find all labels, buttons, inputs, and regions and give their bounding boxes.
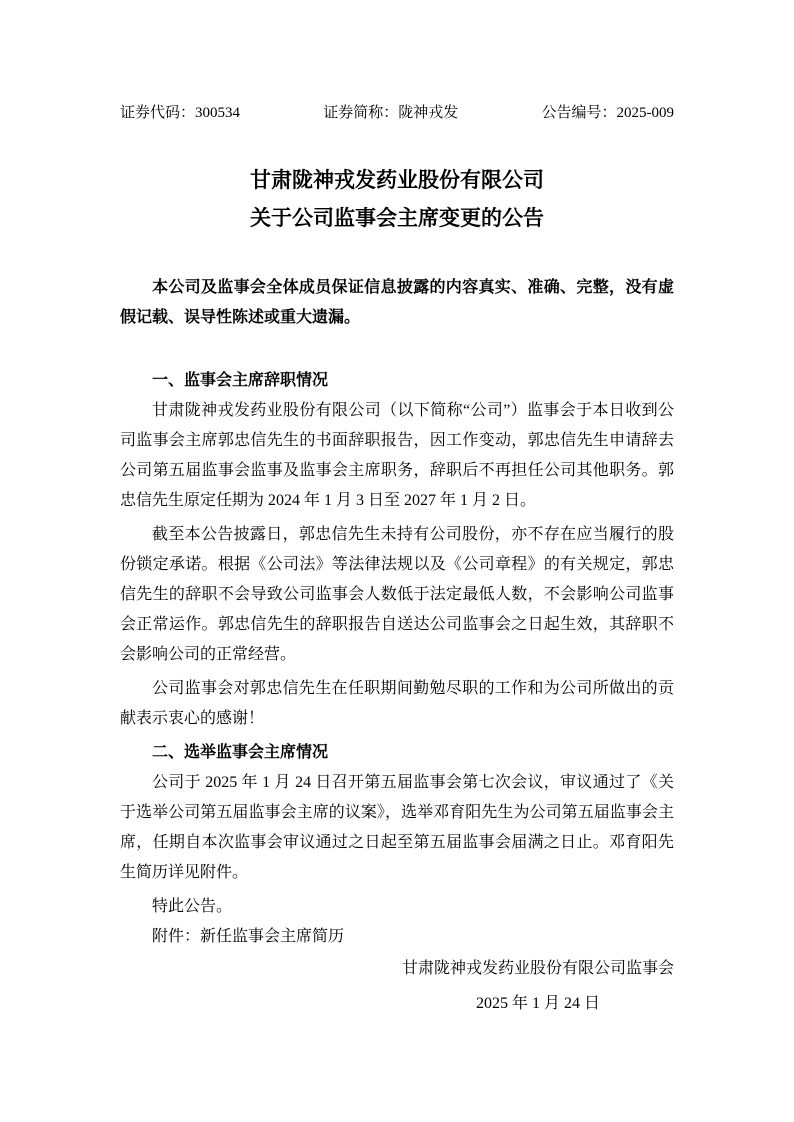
- stock-short-name-label: 证券简称：陇神戎发: [323, 105, 459, 121]
- announcement-number-label: 公告编号：2025-009: [541, 105, 674, 121]
- section-1-heading: 一、监事会主席辞职情况: [152, 372, 329, 389]
- section-2-paragraph-1: 公司于 2025 年 1 月 24 日召开第五届监事会第七次会议，审议通过了《关于选举公司第五届监事会主席的议案》，选举邓育阳先生为公司第五届监事会主席，任期自本次监事会审议通过之日起至第五届监事会届满之日止。邓育阳先生简历详见附件。: [120, 774, 674, 881]
- attachment-line: 附件：新任监事会主席简历: [152, 928, 345, 945]
- document-title: [120, 161, 674, 237]
- stock-code-label: 证券代码：300534: [120, 105, 241, 121]
- signature-block: [120, 954, 674, 1019]
- document-header-row: [120, 103, 674, 123]
- section-2-heading: 二、选举监事会主席情况: [152, 744, 329, 761]
- section-1-paragraph-2: 截至本公告披露日，郭忠信先生未持有公司股份，亦不存在应当履行的股份锁定承诺。根据《公司法》等法律法规以及《公司章程》的有关规定，郭忠信先生的辞职不会导致公司监事会人数低于法定最低人数，不会影响公司监事会正常运作。郭忠信先生的辞职报告自送达公司监事会之日起生效，其辞职不会影响公司的正常经营。: [120, 526, 674, 663]
- signature-inner: [402, 954, 674, 1019]
- announcement-subject-title: 关于公司监事会主席变更的公告: [250, 206, 544, 230]
- closing-line: 特此公告。: [152, 898, 233, 915]
- section-1-paragraph-1: 甘肃陇神戎发药业股份有限公司（以下简称“公司”）监事会于本日收到公司监事会主席郭忠信先生的书面辞职报告，因工作变动，郭忠信先生申请辞去公司第五届监事会监事及监事会主席职务，辞职后不再担任公司其他职务。郭忠信先生原定任期为 2024 年 1 月 3 日至 2027 年 1 月 2 日。: [120, 402, 674, 509]
- signature-date: 2025 年 1 月 24 日: [475, 995, 600, 1012]
- company-name-title: 甘肃陇神戎发药业股份有限公司: [250, 168, 544, 192]
- disclaimer-paragraph: 本公司及监事会全体成员保证信息披露的内容真实、准确、完整，没有虚假记载、误导性陈述或重大遗漏。: [120, 279, 674, 326]
- section-1-paragraph-3: 公司监事会对郭忠信先生在任职期间勤勉尽职的工作和为公司所做出的贡献表示衷心的感谢！: [120, 680, 674, 727]
- document-body: [120, 273, 674, 1019]
- signature-issuer: 甘肃陇神戎发药业股份有限公司监事会: [401, 960, 674, 977]
